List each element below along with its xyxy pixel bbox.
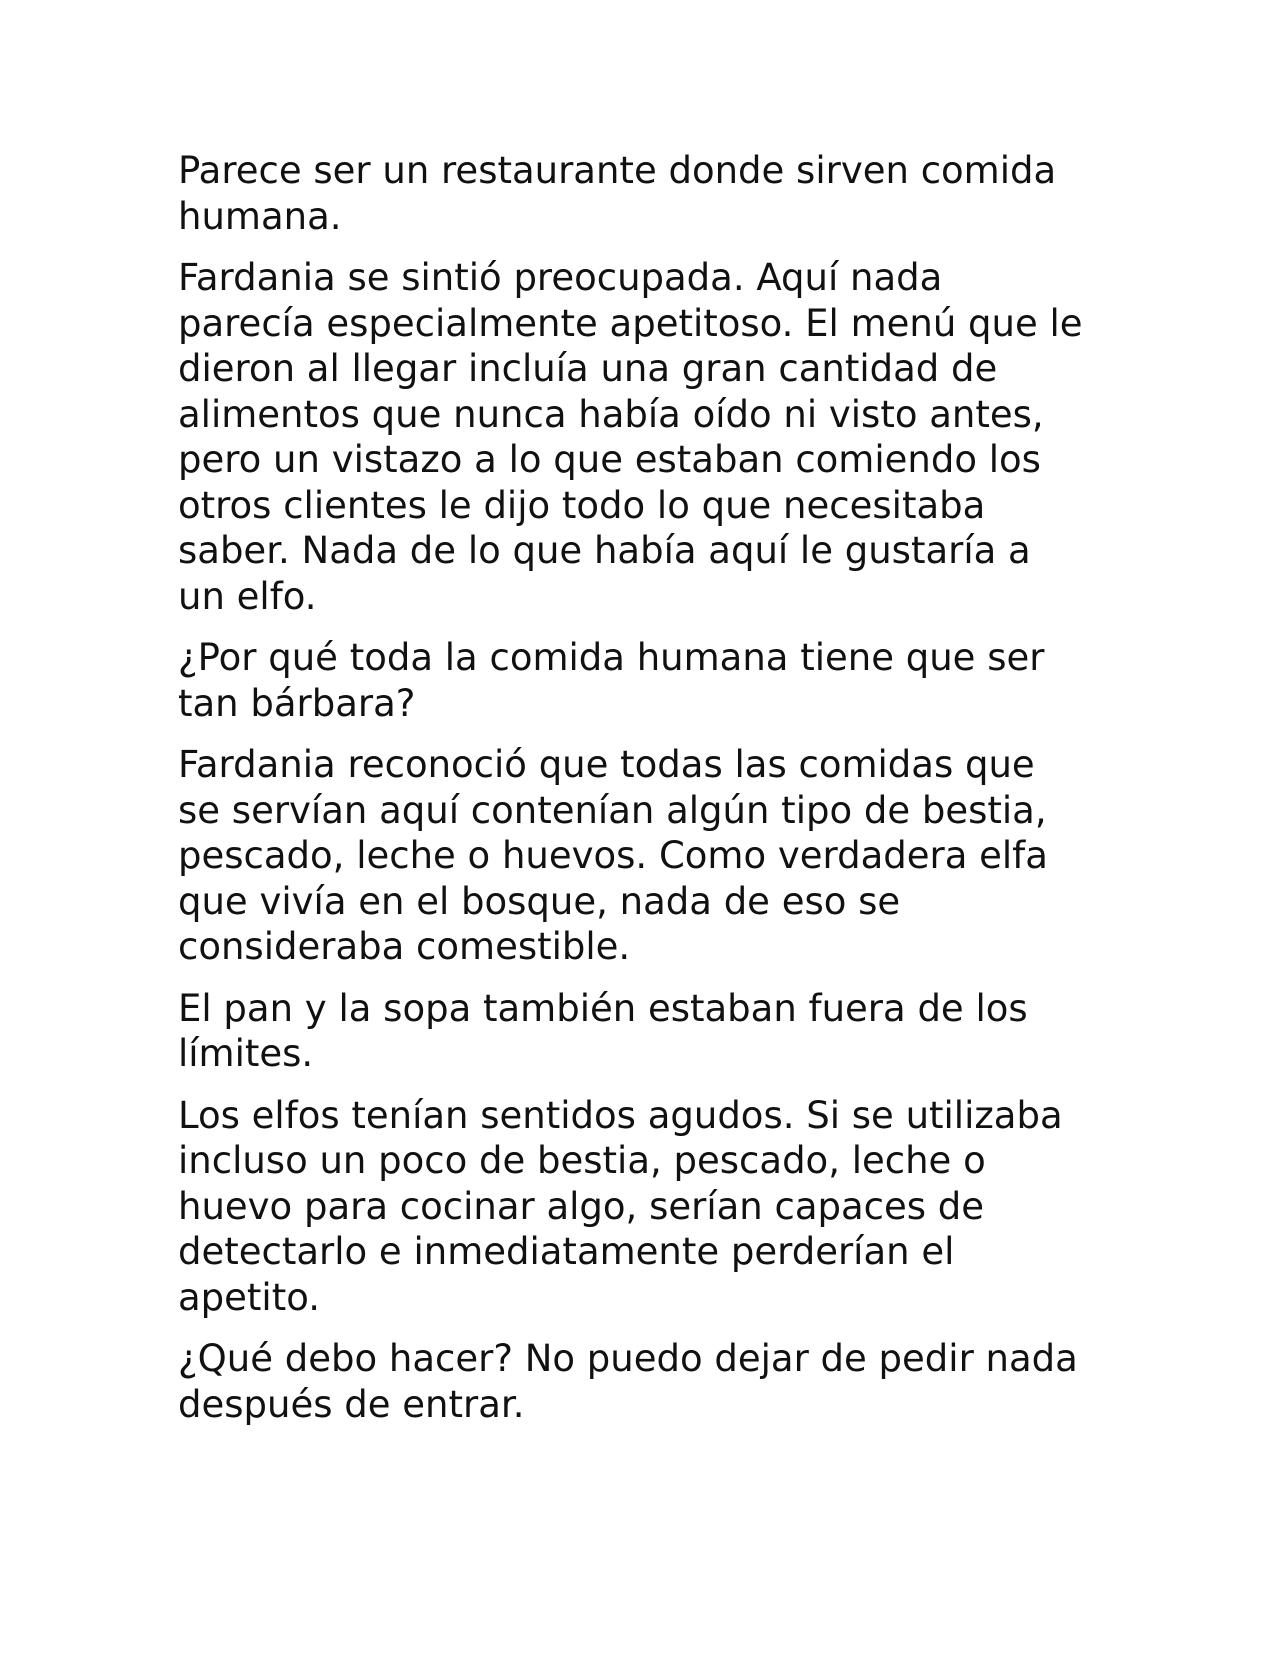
paragraph-2: Fardania se sintió preocupada. Aquí nada parecía especialmente apetitoso. El menú que le dieron al llegar incluía una gran cantidad de alimentos que nunca había oído ni visto antes, pero un vistazo a lo que estaban comiendo los otros clientes le dijo todo lo que necesitaba saber. Nada de lo que había aquí le gustaría a un elfo. [178, 256, 1083, 618]
paragraph-7: ¿Qué debo hacer? No puedo dejar de pedir nada después de entrar. [178, 1337, 1078, 1426]
paragraph-6: Los elfos tenían sentidos agudos. Si se utilizaba incluso un poco de bestia, pescado, leche o huevo para cocinar algo, serían capaces de detectarlo e inmediatamente perderían el apetito. [178, 1093, 1063, 1319]
document-page [178, 148, 1108, 1443]
paragraph-3: ¿Por qué toda la comida humana tiene que ser tan bárbara? [178, 636, 1045, 725]
paragraph-4: Fardania reconoció que todas las comidas que se servían aquí contenían algún tipo de bestia, pescado, leche o huevos. Como verdadera elfa que vivía en el bosque, nada de eso se consideraba comestible. [178, 743, 1048, 968]
paragraph-5: El pan y la sopa también estaban fuera de los límites. [178, 986, 1028, 1075]
paragraph-1: Parece ser un restaurante donde sirven comida humana. [178, 149, 1057, 238]
